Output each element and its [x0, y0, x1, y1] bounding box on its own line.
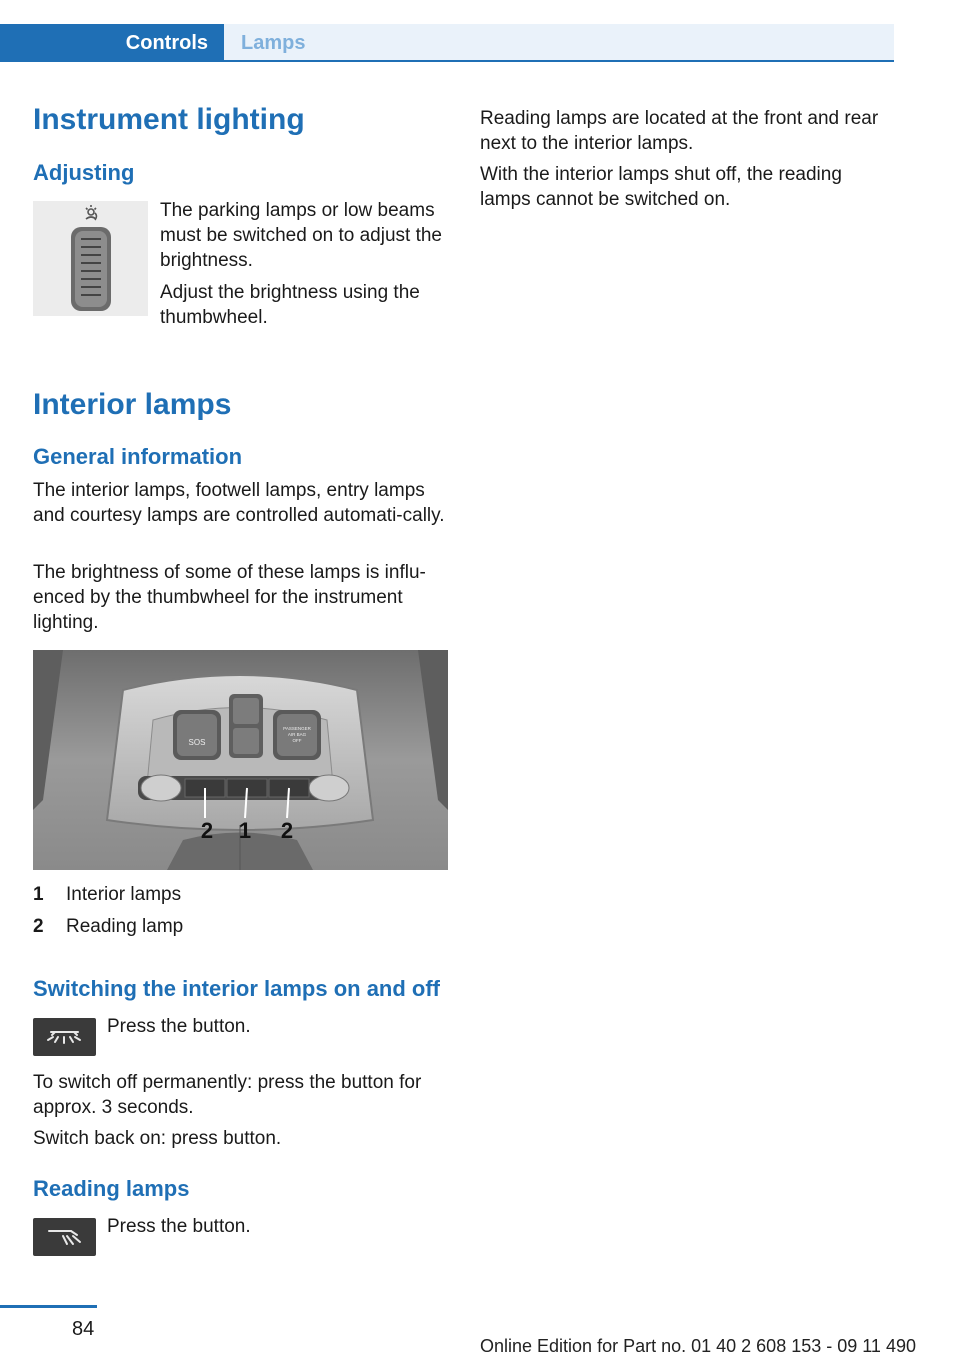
general-paragraph-1: The interior lamps, footwell lamps, entry lamps and courtesy lamps are controlled automati-cally. — [33, 480, 445, 526]
interior-lamp-button-image — [33, 1018, 96, 1056]
legend-text-1: Interior lamps — [66, 884, 182, 905]
photo-airbag-line-2: AIR BAG — [287, 732, 307, 737]
reading-lamp-button-image — [33, 1218, 96, 1256]
heading-instrument-lighting: Instrument lighting — [33, 103, 305, 136]
photo-airbag-line-1: PASSENGER — [283, 726, 311, 731]
press-button-text-2: Press the button. — [107, 1216, 251, 1237]
photo-label-center: 1 — [238, 818, 252, 843]
tab-controls[interactable]: Controls — [0, 24, 224, 62]
heading-adjusting: Adjusting — [33, 160, 135, 185]
edition-text: Online Edition for Part no. 01 40 2 608 153 - 09 11 490 — [480, 1336, 916, 1356]
switch-on-text: Switch back on: press button. — [33, 1128, 282, 1149]
general-paragraph-2: The brightness of some of these lamps is influ-enced by the thumbwheel for the instrument lighting. — [33, 562, 426, 633]
press-button-text-1: Press the button. — [107, 1016, 251, 1037]
legend-text-2: Reading lamp — [66, 916, 184, 937]
photo-sos-text: SOS — [188, 738, 206, 747]
page-number: 84 — [72, 1318, 95, 1340]
interior-lamp-icon — [33, 1018, 96, 1056]
tab-lamps[interactable]: Lamps — [224, 24, 894, 62]
photo-label-right: 2 — [280, 818, 294, 843]
legend-number-1: 1 — [33, 884, 44, 905]
page-header — [0, 0, 894, 62]
adjust-paragraph-2: Adjust the brightness using the thumbwheel. — [160, 282, 420, 328]
legend-number-2: 2 — [33, 916, 44, 937]
overhead-console-photo — [33, 650, 448, 870]
heading-reading-lamps: Reading lamps — [33, 1176, 190, 1201]
reading-lamp-icon — [33, 1218, 96, 1256]
photo-airbag-line-3: OFF — [292, 738, 302, 743]
reading-paragraph-1: Reading lamps are located at the front and rear next to the interior lamps. — [480, 108, 879, 154]
switch-off-text: To switch off permanently: press the button for approx. 3 seconds. — [33, 1072, 422, 1118]
footer-rule — [0, 1305, 97, 1308]
heading-general-information: General information — [33, 444, 243, 469]
header-rule — [224, 60, 894, 62]
photo-label-left: 2 — [200, 818, 214, 843]
heading-switching-interior-lamps: Switching the interior lamps on and off — [33, 976, 441, 1001]
adjust-paragraph-1: The parking lamps or low beams must be switched on to adjust the brightness. — [160, 200, 442, 271]
thumbwheel-image — [33, 201, 148, 316]
thumbwheel-icon — [33, 201, 148, 316]
heading-interior-lamps: Interior lamps — [33, 388, 232, 421]
reading-paragraph-2: With the interior lamps shut off, the reading lamps cannot be switched on. — [480, 164, 842, 210]
